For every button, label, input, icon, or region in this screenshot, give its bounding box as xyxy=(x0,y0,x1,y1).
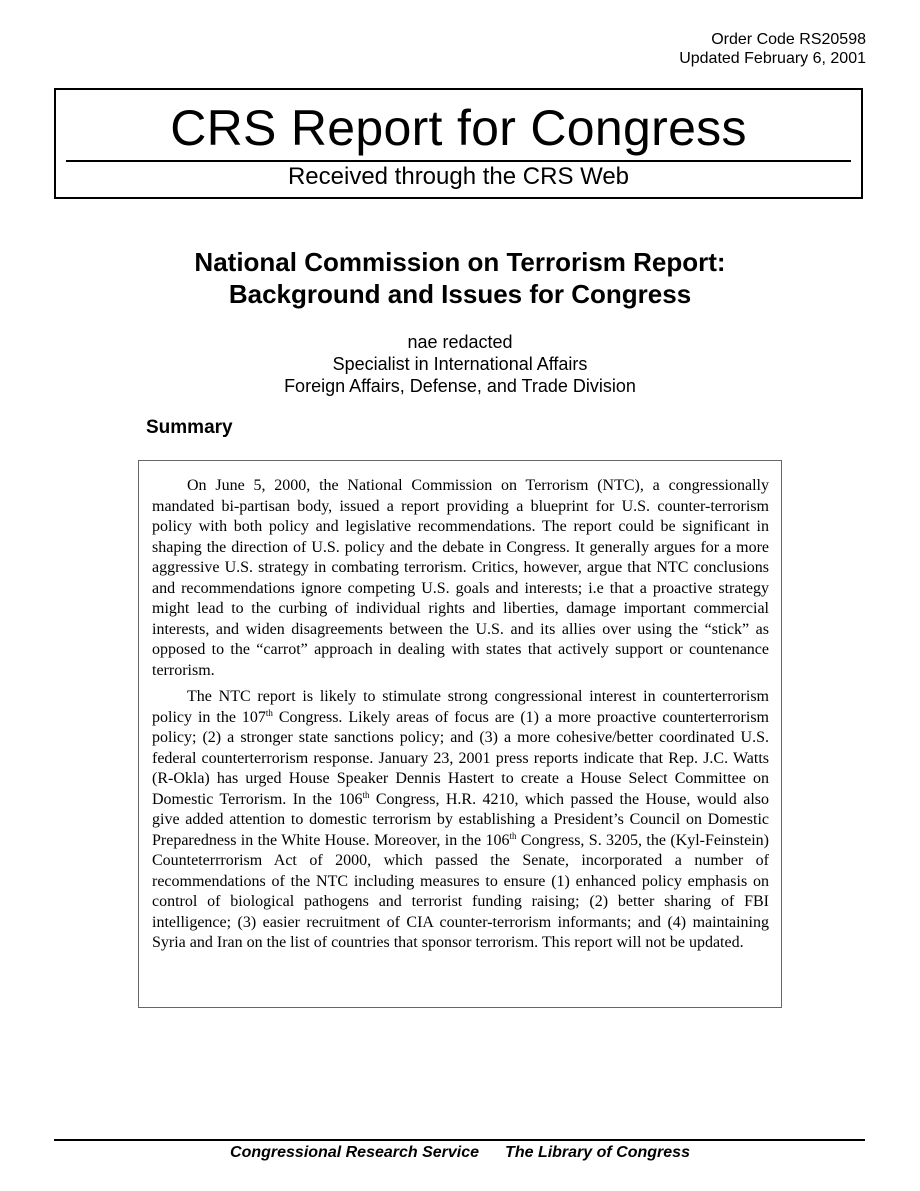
author-division: Foreign Affairs, Defense, and Trade Division xyxy=(284,376,636,396)
author-role: Specialist in International Affairs xyxy=(332,354,588,374)
footer-divider xyxy=(54,1139,865,1141)
masthead-title: CRS Report for Congress xyxy=(170,100,747,156)
masthead-subtitle: Received through the CRS Web xyxy=(287,163,630,190)
summary-paragraph-1: On June 5, 2000, the National Commission on Terrorism (NTC), a congressionally mandated bi-partisan body, issued a report providing a blueprint for U.S. counter-terrorism policy with both policy and legislative recommendations. The report could be significant in shaping the direction of U.S. policy and the debate in Congress. It generally argues for a more aggressive U.S. strategy in combating terrorism. Critics, however, argue that NTC conclusions and recommendations ignore competing U.S. goals and interests; i.e that a proactive strategy might lead to the curbing of individual rights and liberties, damage important commercial interests, and widen disagreements between the U.S. and its allies over using the “stick” as opposed to the “carrot” approach in dealing with states that actively support or countenance terrorism. xyxy=(152,477,769,679)
summary-p2-text-d: Congress, S. 3205, the (Kyl-Feinstein) Counteterrrorism Act of 2000, which passed the Senate, incorporated a number of recommendations of the NTC including measures to ensure (1) enhanced policy emphasis on control of biological pathogens and terrorist funding raising; (2) better sharing of FBI intelligence; (3) easier recruitment of CIA counter-terrorism informants; and (4) maintaining Syria and Iran on the list of countries that sponsor terrorism. This report will not be updated. xyxy=(152,831,769,951)
masthead-divider xyxy=(66,160,851,162)
report-title xyxy=(0,246,920,310)
footer xyxy=(0,1143,920,1163)
masthead-box xyxy=(54,88,863,199)
author-block xyxy=(0,331,920,397)
summary-p2-text-b: Congress. Likely areas of focus are (1) a more proactive counterterrorism policy; (2) a stronger state sanctions policy; and (3) a more cohesive/better coordinated U.S. federal counterterrorism response. January 23, 2001 press reports indicate that Rep. J.C. Watts (R-Okla) has urged House Speaker Dennis Hastert to create a House Select Committee on Domestic Terrorism. In the 106 xyxy=(152,708,770,808)
ordinal-suffix: th xyxy=(265,707,273,718)
updated-date: Updated February 6, 2001 xyxy=(679,50,866,67)
summary-paragraph-2 xyxy=(152,687,769,954)
ordinal-suffix: th xyxy=(362,789,370,800)
order-code: Order Code RS20598 xyxy=(711,31,866,48)
summary-heading: Summary xyxy=(146,417,233,438)
summary-p2-text-c: Congress, H.R. 4210, which passed the House, would also give added attention to domestic terrorism by establishing a President’s Council on Domestic Preparedness in the White House. Moreover, in the 106 xyxy=(152,790,769,849)
summary-p2-text-a: The NTC report is likely to stimulate strong congressional interest in counterterrorism policy in the 107 xyxy=(152,688,769,726)
ordinal-suffix: th xyxy=(509,830,517,841)
order-code-block xyxy=(679,30,866,68)
footer-crs: Congressional Research Service xyxy=(230,1144,480,1161)
report-title-line-1: National Commission on Terrorism Report: xyxy=(194,247,726,277)
report-title-line-2: Background and Issues for Congress xyxy=(228,279,692,309)
author-name: nae redacted xyxy=(407,332,513,352)
footer-library: The Library of Congress xyxy=(505,1144,690,1161)
summary-box xyxy=(138,460,782,1008)
